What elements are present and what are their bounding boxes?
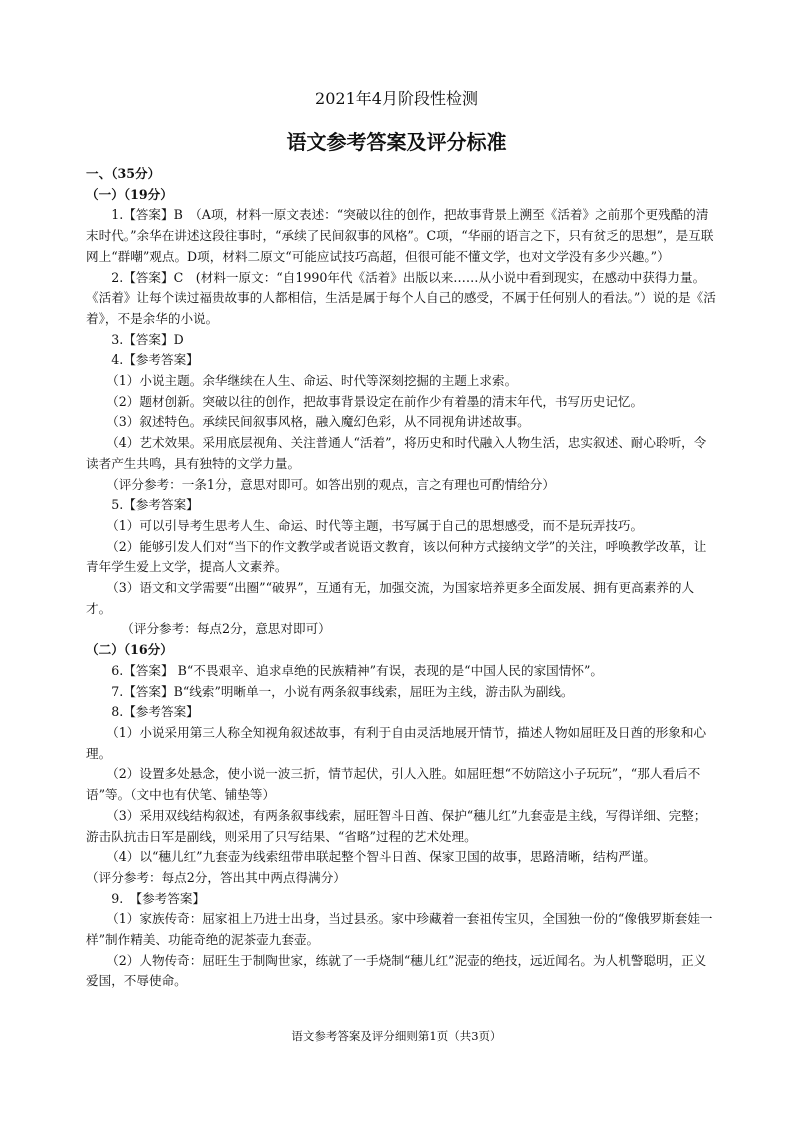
paragraph: （2）人物传奇：屈旺生于制陶世家，练就了一手烧制“穗儿红”泥壶的绝技，远近闻名。为人机警聪明，正义爱国，不辱使命。 (86, 952, 707, 989)
paragraph: 6.【答案】 B“不畏艰辛、追求卓绝的民族精神”有误，表现的是“中国人民的家国情怀”。 (111, 662, 603, 678)
paragraph: （1）可以引导考生思考人生、命运、时代等主题，书写属于自己的思想感受，而不是玩弄技巧。 (106, 517, 644, 533)
paragraph: 1.【答案】B （A项，材料一原文表述：“突破以往的创作，把故事背景上溯至《活着》之前那个更残酷的清末时代。”余华在讲述这段往事时，“承续了民间叙事的风格”。C项，“华丽的语言之下，只有贫乏的思想”，是互联网上“群嘲”观点。D项，材料二原文“可能应试技巧高超，但很可能不懂文学，也对文学没有多少兴趣。”） (86, 207, 714, 264)
paragraph: （1）小说主题。余华继续在人生、命运、时代等深刻挖掘的主题上求索。 (106, 373, 518, 389)
paragraph: 9. 【参考答案】 (111, 890, 206, 906)
paragraph: （评分参考：每点2分，意思对即可） (121, 621, 331, 637)
paragraph: 4.【参考答案】 (111, 352, 199, 368)
paragraph: （3）叙述特色。承续民间叙事风格，融入魔幻色彩，从不同视角讲述故事。 (106, 414, 530, 430)
paragraph: （4）以“穗儿红”九套壶为线索纽带串联起整个智斗日酋、保家卫国的故事，思路清晰，结构严谨。 (106, 849, 656, 865)
paragraph: （评分参考：一条1分，意思对即可。如答出别的观点，言之有理也可酌情给分） (106, 476, 555, 492)
paragraph: （2）设置多处悬念，使小说一波三折，情节起伏，引人入胜。如屈旺想“不妨陪这小子玩玩”，“那人看后不语”等。（文中也有伏笔、铺垫等） (86, 766, 701, 803)
section-heading: 一、（35分） (86, 166, 161, 181)
paragraph: 3.【答案】D (111, 331, 184, 347)
paragraph: （2）能够引发人们对“当下的作文教学或者说语文教育，该以何种方式接纳文学”的关注，呼唤教学改革，让青年学生爱上文学，提高人文素养。 (86, 538, 707, 575)
section-heading: （一）（19分） (86, 186, 173, 202)
paragraph: （4）艺术效果。采用底层视角、关注普通人“活着”，将历史和时代融入人物生活，忠实叙述、耐心聆听，令读者产生共鸣，具有独特的文学力量。 (86, 435, 707, 471)
paragraph: （1）小说采用第三人称全知视角叙述故事，有利于自由灵活地展开情节，描述人物如屈旺及日酋的形象和心理。 (86, 724, 707, 761)
document-title: 语文参考答案及评分标准 (286, 130, 507, 154)
answer-content (86, 164, 716, 992)
paragraph: （评分参考：每点2分，答出其中两点得满分） (86, 869, 346, 885)
paragraph: （3）采用双线结构叙述，有两条叙事线索，屈旺智斗日酋、保护“穗儿红”九套壶是主线，写得详细、完整；游击队抗击日军是副线，则采用了只写结果、“省略”过程的艺术处理。 (86, 807, 707, 844)
exam-title: 2021年4月阶段性检测 (315, 89, 478, 108)
page-footer: 语文参考答案及评分细则第1页（共3页） (291, 1029, 502, 1043)
paragraph: （1）家族传奇：屈家祖上乃进士出身，当过县丞。家中珍藏着一套祖传宝贝，全国独一份的“像俄罗斯套娃一样”制作精美、功能奇绝的泥茶壶九套壶。 (86, 911, 713, 948)
paragraph: 7.【答案】B“线索”明晰单一，小说有两条叙事线索，屈旺为主线，游击队为副线。 (111, 683, 574, 699)
paragraph: 5.【参考答案】 (111, 497, 199, 513)
paragraph: （3）语文和文学需要“出圈”“破界”，互通有无，加强交流，为国家培养更多全面发展、拥有更高素养的人才。 (86, 580, 695, 616)
paragraph: 8.【参考答案】 (111, 704, 199, 720)
paragraph: 2.【答案】C (材料一原文：“自1990年代《活着》出版以来……从小说中看到现实，在感动中获得力量。《活着》让每个读过福贵故事的人都相信，生活是属于每个人自己的感受，不属于任何别人的看法。”）说的是《活着》，不是余华的小说。 (86, 269, 716, 326)
section-heading: （二）（16分） (86, 642, 173, 658)
paragraph: （2）题材创新。突破以往的创作，把故事背景设定在前作少有着墨的清末年代，书写历史记忆。 (106, 393, 644, 409)
